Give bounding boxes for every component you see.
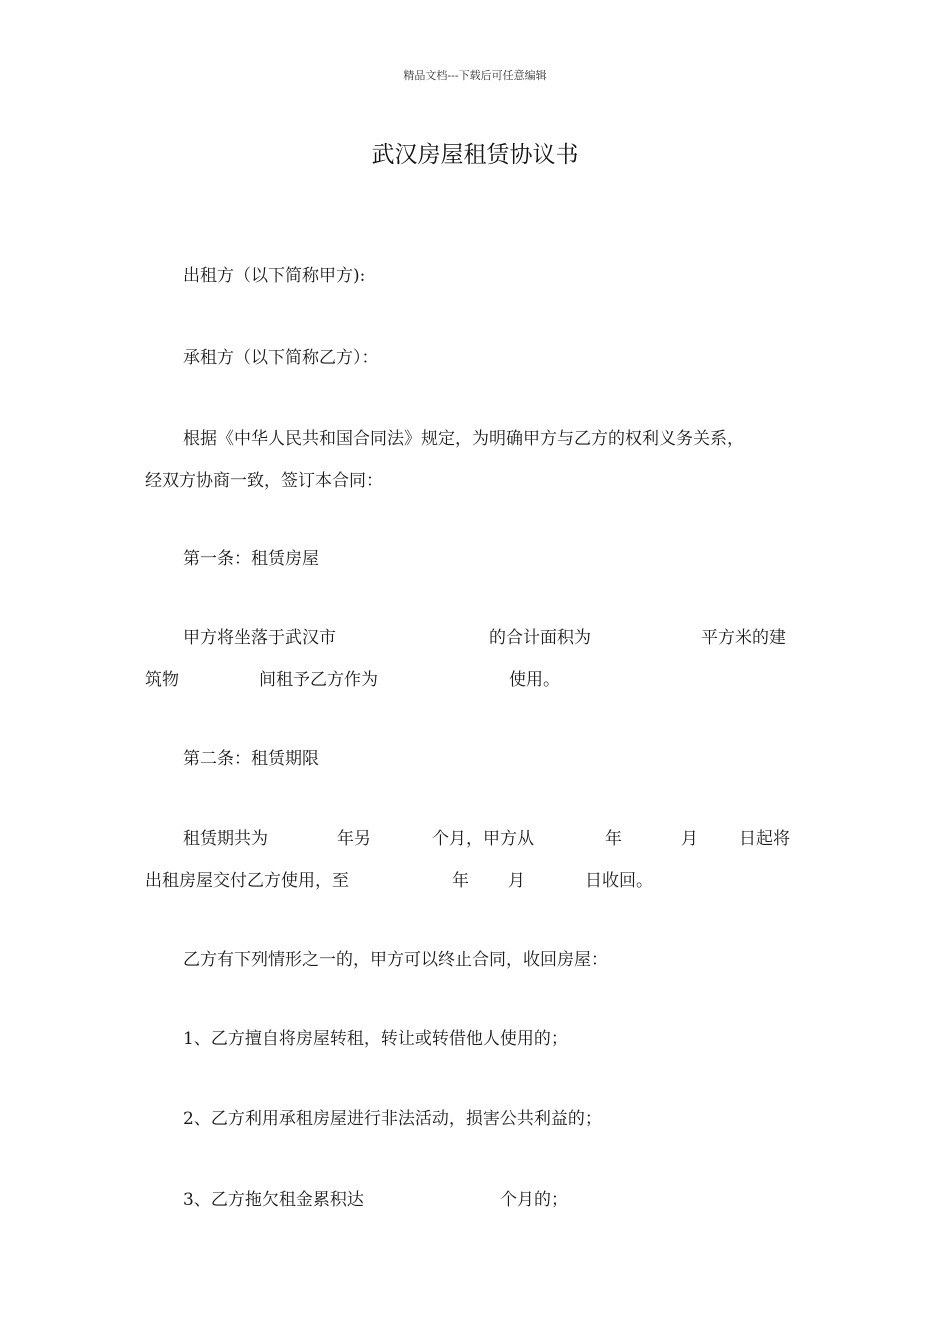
article-2-text: 个月，甲方从	[432, 829, 534, 849]
article-2-text: 年	[452, 871, 469, 891]
termination-intro: 乙方有下列情形之一的，甲方可以终止合同，收回房屋：	[183, 950, 608, 970]
termination-item-text: 3、乙方拖欠租金累积达	[183, 1190, 364, 1210]
article-1-text: 间租予乙方作为	[259, 670, 378, 690]
article-1-text: 平方米的建	[701, 628, 786, 648]
preamble-line-2: 经双方协商一致，签订本合同：	[145, 471, 383, 491]
article-1-row-1	[0, 626, 950, 650]
article-2-text: 出租房屋交付乙方使用，至	[145, 871, 349, 891]
termination-item-3	[0, 1188, 950, 1212]
preamble-line-1: 根据《中华人民共和国合同法》规定，为明确甲方与乙方的权利义务关系，	[183, 429, 744, 449]
article-2-text: 租赁期共为	[183, 829, 268, 849]
article-1-row-2	[0, 668, 950, 692]
article-2-heading: 第二条：租赁期限	[183, 749, 319, 769]
lessee-line: 承租方（以下简称乙方）：	[183, 348, 379, 368]
termination-item: 2、乙方利用承租房屋进行非法活动，损害公共利益的；	[183, 1109, 602, 1129]
article-2-text: 月	[681, 829, 698, 849]
document-title: 武汉房屋租赁协议书	[371, 142, 579, 168]
termination-item: 1、乙方擅自将房屋转租，转让或转借他人使用的；	[183, 1029, 568, 1049]
article-1-text: 的合计面积为	[489, 628, 591, 648]
article-1-text: 筑物	[145, 670, 179, 690]
header-note: 精品文档---下载后可任意编辑	[403, 69, 547, 82]
article-1-heading: 第一条：租赁房屋	[183, 549, 319, 569]
article-1-text: 甲方将坐落于武汉市	[183, 628, 336, 648]
article-1-text: 使用。	[509, 670, 560, 690]
termination-item-text: 个月的；	[500, 1190, 568, 1210]
article-2-text: 日起将	[739, 829, 790, 849]
article-2-text: 月	[508, 871, 525, 891]
lessor-line: 出租方（以下简称甲方):	[183, 266, 366, 286]
article-2-text: 日收回。	[585, 871, 653, 891]
article-2-row-2	[0, 869, 950, 893]
article-2-text: 年另	[337, 829, 371, 849]
article-2-row-1	[0, 827, 950, 851]
article-2-text: 年	[605, 829, 622, 849]
